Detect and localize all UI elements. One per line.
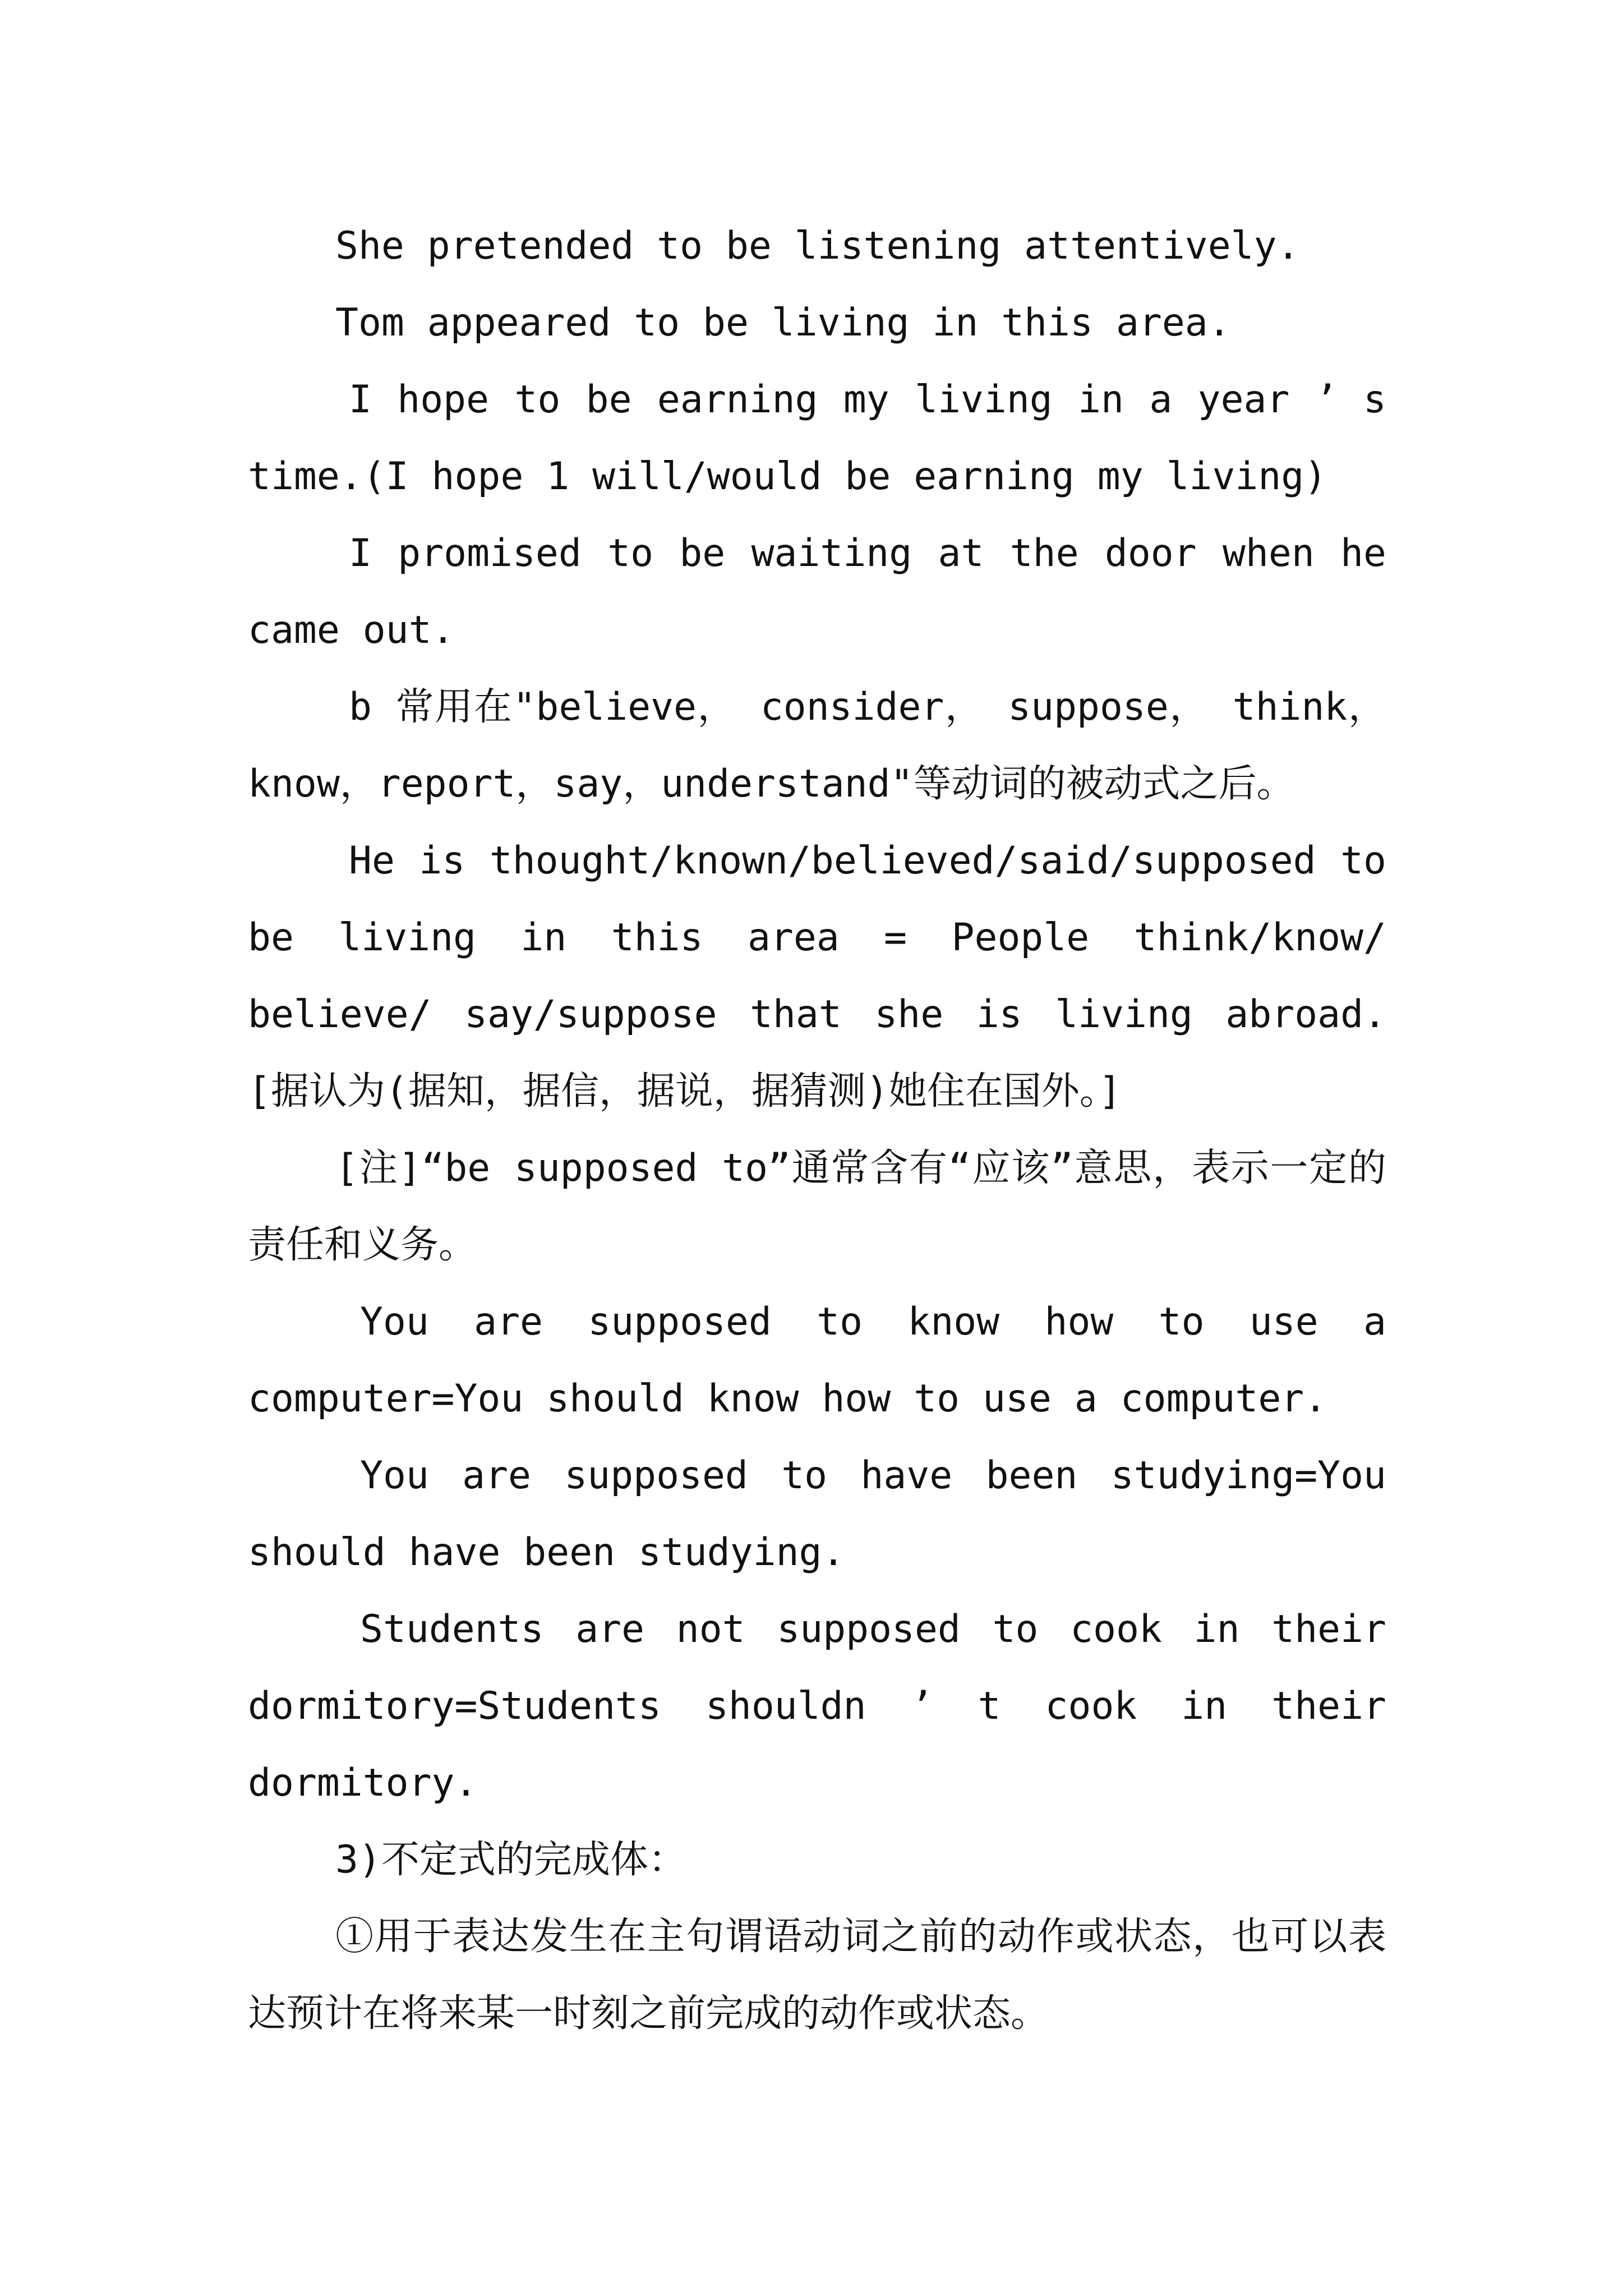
paragraph-example-hope: I hope to be earning my living in a year ’ s time.(I hope 1 will/would be earning my living) [248,378,1386,499]
paragraph-example-studying: You are supposed to have been studying=You should have been studying. [248,1453,1386,1575]
paragraph-example-dormitory: Students are not supposed to cook in their dormitory=Students shouldn ’ t cook in their dormitory. [248,1607,1386,1805]
paragraph-note: [注]“be supposed to”通常含有“应该”意思，表示一定的责任和义务。 [248,1146,1386,1267]
paragraph-example-appeared: Tom appeared to be living in this area. [335,301,1231,345]
paragraph-example-computer: You are supposed to know how to use a computer=You should know how to use a computer. [248,1300,1386,1421]
paragraph-rule-1: ①用于表达发生在主句谓语动词之前的动作或状态，也可以表达预计在将来某一时刻之前完成的动作或状态。 [248,1915,1386,2036]
paragraph-rule-b: b 常用在"believe， consider， suppose， think，know，report，say，understand"等动词的被动式之后。 [248,685,1386,806]
paragraph-example-promised: I promised to be waiting at the door when he came out. [248,531,1386,652]
document-body [248,208,1386,2052]
section-heading-perfect-infinitive: 3)不定式的完成体： [335,1838,686,1882]
paragraph-example-thought: He is thought/known/believed/said/supposed to be living in this area = People think/know/ believe/ say/suppose that she is living abroad.[据认为(据知，据信，据说，据猜测)她住在国外。] [248,839,1386,1114]
paragraph-example-pretended: She pretended to be listening attentively. [335,224,1300,268]
